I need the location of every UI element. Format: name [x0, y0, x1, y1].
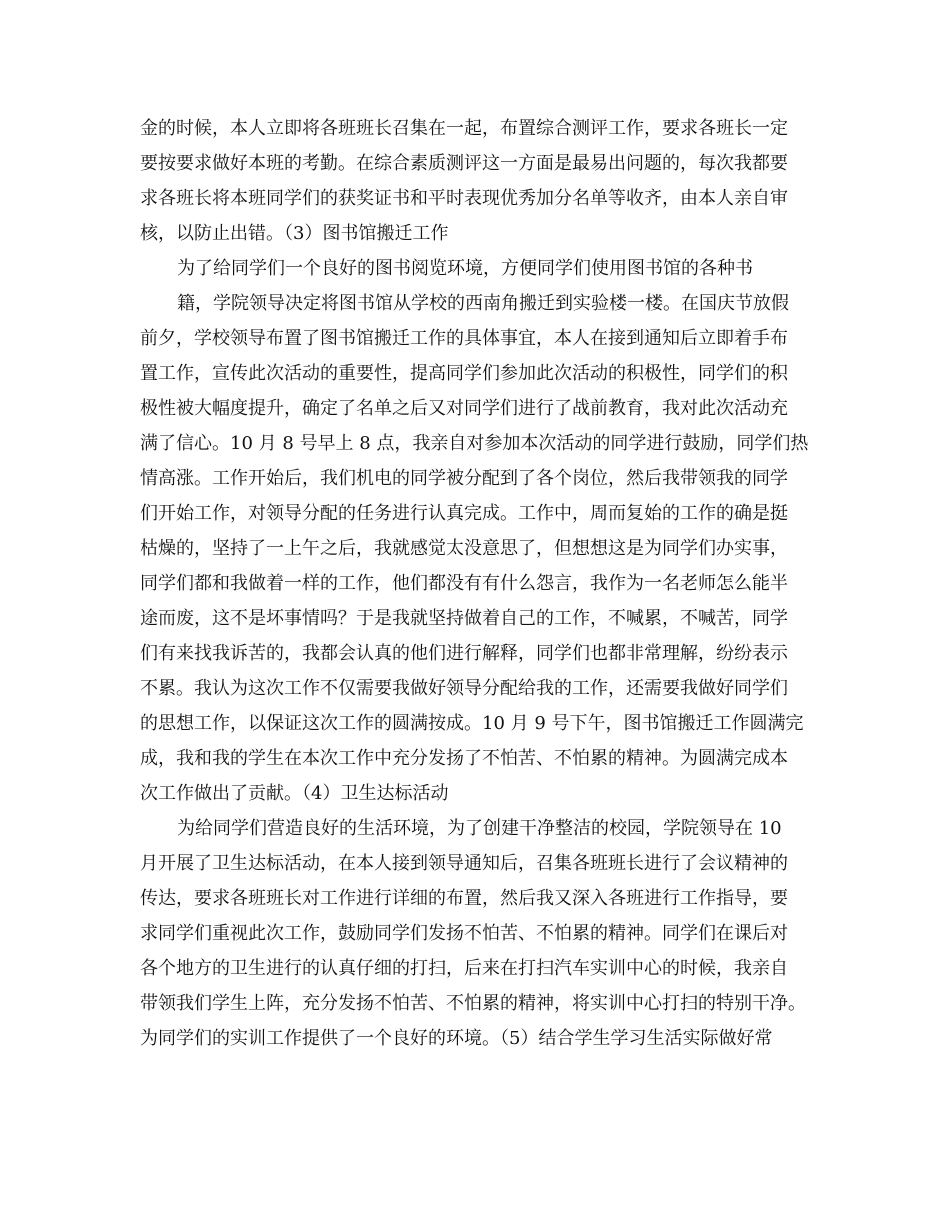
text-line: 月开展了卫生达标活动，在本人接到领导通知后，召集各班班长进行了会议精神的 [140, 853, 788, 874]
text-line: 核，以防止出错。（3）图书馆搬迁工作 [140, 223, 449, 244]
text-line: 情高涨。工作开始后，我们机电的同学被分配到了各个岗位，然后我带领我的同学 [140, 468, 788, 489]
text-line: 枯燥的，坚持了一上午之后，我就感觉太没意思了，但想想这是为同学们办实事， [140, 538, 788, 559]
text-line: 成，我和我的学生在本次工作中充分发扬了不怕苦、不怕累的精神。为圆满完成本 [140, 748, 788, 769]
text-line: 带领我们学生上阵，充分发扬不怕苦、不怕累的精神，将实训中心打扫的特别干净。 [140, 993, 806, 1014]
text-line: 途而废，这不是坏事情吗？于是我就坚持做着自己的工作，不喊累，不喊苦，同学 [140, 608, 788, 629]
text-line: 们开始工作，对领导分配的任务进行认真完成。工作中，周而复始的工作的确是挺 [140, 503, 788, 524]
text-line: 金的时候，本人立即将各班班长召集在一起，布置综合测评工作，要求各班长一定 [140, 118, 788, 139]
text-line: 为给同学们营造良好的生活环境，为了创建干净整洁的校园，学院领导在 10 [177, 818, 782, 839]
text-line: 们有来找我诉苦的，我都会认真的他们进行解释，同学们也都非常理解，纷纷表示 [140, 643, 788, 664]
text-line: 满了信心。10 月 8 号早上 8 点，我亲自对参加本次活动的同学进行鼓励，同学们热 [140, 433, 809, 454]
text-line: 籍，学院领导决定将图书馆从学校的西南角搬迁到实验楼一楼。在国庆节放假 [177, 293, 789, 314]
text-line: 为了给同学们一个良好的图书阅览环境，方便同学们使用图书馆的各种书 [177, 258, 753, 279]
text-line: 传达，要求各班班长对工作进行详细的布置，然后我又深入各班进行工作指导，要 [140, 888, 788, 909]
text-line: 为同学们的实训工作提供了一个良好的环境。（5）结合学生学习生活实际做好常 [140, 1028, 773, 1049]
text-line: 的思想工作，以保证这次工作的圆满按成。10 月 9 号下午，图书馆搬迁工作圆满完 [140, 713, 804, 734]
text-line: 同学们都和我做着一样的工作，他们都没有有什么怨言，我作为一名老师怎么能半 [140, 573, 788, 594]
text-line: 求各班长将本班同学们的获奖证书和平时表现优秀加分名单等收齐，由本人亲自审 [140, 188, 788, 209]
text-line: 次工作做出了贡献。（4）卫生达标活动 [140, 783, 449, 804]
text-line: 要按要求做好本班的考勤。在综合素质测评这一方面是最易出问题的，每次我都要 [140, 153, 788, 174]
text-line: 不累。我认为这次工作不仅需要我做好领导分配给我的工作，还需要我做好同学们 [140, 678, 788, 699]
text-line: 前夕，学校领导布置了图书馆搬迁工作的具体事宜，本人在接到通知后立即着手布 [140, 328, 788, 349]
text-line: 求同学们重视此次工作，鼓励同学们发扬不怕苦、不怕累的精神。同学们在课后对 [140, 923, 788, 944]
text-line: 极性被大幅度提升，确定了名单之后又对同学们进行了战前教育，我对此次活动充 [140, 398, 788, 419]
text-line: 各个地方的卫生进行的认真仔细的打扫，后来在打扫汽车实训中心的时候，我亲自 [140, 958, 788, 979]
text-line: 置工作，宣传此次活动的重要性，提高同学们参加此次活动的积极性，同学们的积 [140, 363, 788, 384]
